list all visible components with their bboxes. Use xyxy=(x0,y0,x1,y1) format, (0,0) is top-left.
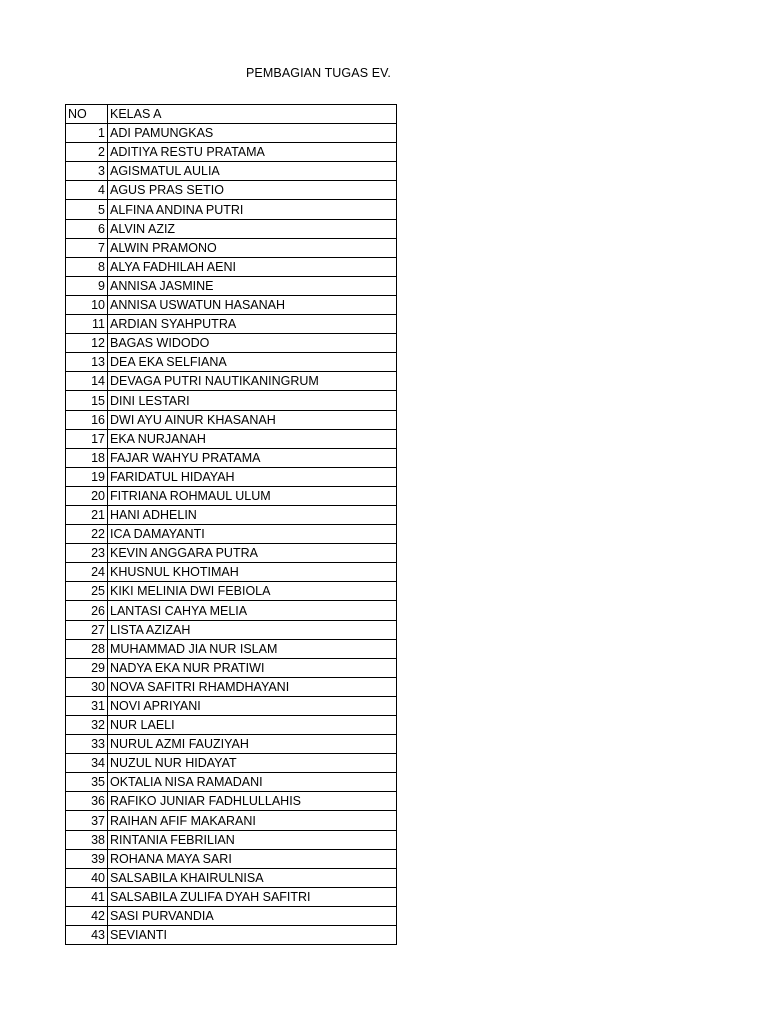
student-table xyxy=(65,104,397,945)
row-number-cell[interactable]: 33 xyxy=(66,735,108,754)
table-row xyxy=(66,486,397,505)
table-row xyxy=(66,792,397,811)
student-name-cell[interactable]: DWI AYU AINUR KHASANAH xyxy=(108,410,397,429)
header-no-cell[interactable]: NO xyxy=(66,105,108,124)
student-name-cell[interactable]: ALWIN PRAMONO xyxy=(108,238,397,257)
row-number-cell[interactable]: 1 xyxy=(66,124,108,143)
row-number-cell[interactable]: 41 xyxy=(66,887,108,906)
table-row xyxy=(66,315,397,334)
student-name-cell[interactable]: ANNISA USWATUN HASANAH xyxy=(108,295,397,314)
table-row xyxy=(66,505,397,524)
row-number-cell[interactable]: 14 xyxy=(66,372,108,391)
header-kelas-cell[interactable]: KELAS A xyxy=(108,105,397,124)
row-number-cell[interactable]: 26 xyxy=(66,601,108,620)
row-number-cell[interactable]: 37 xyxy=(66,811,108,830)
table-row xyxy=(66,391,397,410)
row-number-cell[interactable]: 16 xyxy=(66,410,108,429)
student-name-cell[interactable]: NOVA SAFITRI RHAMDHAYANI xyxy=(108,677,397,696)
table-row xyxy=(66,238,397,257)
row-number-cell[interactable]: 5 xyxy=(66,200,108,219)
student-name-cell[interactable]: NUZUL NUR HIDAYAT xyxy=(108,754,397,773)
row-number-cell[interactable]: 30 xyxy=(66,677,108,696)
table-row xyxy=(66,830,397,849)
row-number-cell[interactable]: 8 xyxy=(66,257,108,276)
table-row xyxy=(66,200,397,219)
row-number-cell[interactable]: 2 xyxy=(66,143,108,162)
student-name-cell[interactable]: BAGAS WIDODO xyxy=(108,334,397,353)
table-row xyxy=(66,926,397,945)
table-row xyxy=(66,295,397,314)
table-row xyxy=(66,124,397,143)
row-number-cell[interactable]: 15 xyxy=(66,391,108,410)
student-name-cell[interactable]: OKTALIA NISA RAMADANI xyxy=(108,773,397,792)
row-number-cell[interactable]: 9 xyxy=(66,276,108,295)
row-number-cell[interactable]: 21 xyxy=(66,505,108,524)
table-row xyxy=(66,906,397,925)
student-name-cell[interactable]: ADITIYA RESTU PRATAMA xyxy=(108,143,397,162)
table-row xyxy=(66,887,397,906)
row-number-cell[interactable]: 17 xyxy=(66,429,108,448)
row-number-cell[interactable]: 27 xyxy=(66,620,108,639)
row-number-cell[interactable]: 38 xyxy=(66,830,108,849)
student-name-cell[interactable]: ALFINA ANDINA PUTRI xyxy=(108,200,397,219)
student-name-cell[interactable]: NADYA EKA NUR PRATIWI xyxy=(108,658,397,677)
student-name-cell[interactable]: DINI LESTARI xyxy=(108,391,397,410)
student-name-cell[interactable]: NURUL AZMI FAUZIYAH xyxy=(108,735,397,754)
table-row xyxy=(66,716,397,735)
student-name-cell[interactable]: KHUSNUL KHOTIMAH xyxy=(108,563,397,582)
row-number-cell[interactable]: 34 xyxy=(66,754,108,773)
student-name-cell[interactable]: MUHAMMAD JIA NUR ISLAM xyxy=(108,639,397,658)
student-name-cell[interactable]: RAIHAN AFIF MAKARANI xyxy=(108,811,397,830)
student-name-cell[interactable]: RAFIKO JUNIAR FADHLULLAHIS xyxy=(108,792,397,811)
table-row xyxy=(66,563,397,582)
student-name-cell[interactable]: SALSABILA KHAIRULNISA xyxy=(108,868,397,887)
table-row xyxy=(66,334,397,353)
table-row xyxy=(66,181,397,200)
table-row xyxy=(66,353,397,372)
student-name-cell[interactable]: DEVAGA PUTRI NAUTIKANINGRUM xyxy=(108,372,397,391)
table-row xyxy=(66,868,397,887)
row-number-cell[interactable]: 19 xyxy=(66,467,108,486)
table-row xyxy=(66,677,397,696)
row-number-cell[interactable]: 4 xyxy=(66,181,108,200)
student-name-cell[interactable]: SALSABILA ZULIFA DYAH SAFITRI xyxy=(108,887,397,906)
student-name-cell[interactable]: SASI PURVANDIA xyxy=(108,906,397,925)
row-number-cell[interactable]: 25 xyxy=(66,582,108,601)
row-number-cell[interactable]: 32 xyxy=(66,716,108,735)
row-number-cell[interactable]: 7 xyxy=(66,238,108,257)
table-row xyxy=(66,525,397,544)
table-row xyxy=(66,658,397,677)
student-name-cell[interactable]: ALVIN AZIZ xyxy=(108,219,397,238)
student-name-cell[interactable]: KEVIN ANGGARA PUTRA xyxy=(108,544,397,563)
table-row xyxy=(66,276,397,295)
row-number-cell[interactable]: 35 xyxy=(66,773,108,792)
student-name-cell[interactable]: ADI PAMUNGKAS xyxy=(108,124,397,143)
row-number-cell[interactable]: 31 xyxy=(66,696,108,715)
page-title: PEMBAGIAN TUGAS EV. xyxy=(246,66,392,80)
row-number-cell[interactable]: 36 xyxy=(66,792,108,811)
row-number-cell[interactable]: 39 xyxy=(66,849,108,868)
table-row xyxy=(66,162,397,181)
table-row xyxy=(66,601,397,620)
row-number-cell[interactable]: 20 xyxy=(66,486,108,505)
table-row xyxy=(66,811,397,830)
student-name-cell[interactable]: FAJAR WAHYU PRATAMA xyxy=(108,448,397,467)
row-number-cell[interactable]: 40 xyxy=(66,868,108,887)
row-number-cell[interactable]: 18 xyxy=(66,448,108,467)
table-header-row xyxy=(66,105,397,124)
row-number-cell[interactable]: 10 xyxy=(66,295,108,314)
student-name-cell[interactable]: LANTASI CAHYA MELIA xyxy=(108,601,397,620)
student-name-cell[interactable]: ARDIAN SYAHPUTRA xyxy=(108,315,397,334)
student-name-cell[interactable]: HANI ADHELIN xyxy=(108,505,397,524)
row-number-cell[interactable]: 28 xyxy=(66,639,108,658)
student-name-cell[interactable]: LISTA AZIZAH xyxy=(108,620,397,639)
table-row xyxy=(66,735,397,754)
student-name-cell[interactable]: AGISMATUL AULIA xyxy=(108,162,397,181)
row-number-cell[interactable]: 12 xyxy=(66,334,108,353)
table-row xyxy=(66,849,397,868)
student-name-cell[interactable]: DEA EKA SELFIANA xyxy=(108,353,397,372)
student-name-cell[interactable]: NUR LAELI xyxy=(108,716,397,735)
table-body xyxy=(66,105,397,945)
table-row xyxy=(66,639,397,658)
student-name-cell[interactable]: FARIDATUL HIDAYAH xyxy=(108,467,397,486)
table-row xyxy=(66,429,397,448)
table-row xyxy=(66,582,397,601)
row-number-cell[interactable]: 11 xyxy=(66,315,108,334)
table-row xyxy=(66,544,397,563)
table-row xyxy=(66,448,397,467)
row-number-cell[interactable]: 6 xyxy=(66,219,108,238)
student-name-cell[interactable]: KIKI MELINIA DWI FEBIOLA xyxy=(108,582,397,601)
student-name-cell[interactable]: ROHANA MAYA SARI xyxy=(108,849,397,868)
row-number-cell[interactable]: 3 xyxy=(66,162,108,181)
table-row xyxy=(66,257,397,276)
table-row xyxy=(66,467,397,486)
table-row xyxy=(66,143,397,162)
row-number-cell[interactable]: 29 xyxy=(66,658,108,677)
row-number-cell[interactable]: 43 xyxy=(66,926,108,945)
table-row xyxy=(66,620,397,639)
table-row xyxy=(66,219,397,238)
student-name-cell[interactable]: NOVI APRIYANI xyxy=(108,696,397,715)
student-name-cell[interactable]: RINTANIA FEBRILIAN xyxy=(108,830,397,849)
student-name-cell[interactable]: AGUS PRAS SETIO xyxy=(108,181,397,200)
row-number-cell[interactable]: 13 xyxy=(66,353,108,372)
student-name-cell[interactable]: ANNISA JASMINE xyxy=(108,276,397,295)
student-name-cell[interactable]: FITRIANA ROHMAUL ULUM xyxy=(108,486,397,505)
table-row xyxy=(66,773,397,792)
row-number-cell[interactable]: 23 xyxy=(66,544,108,563)
table-row xyxy=(66,410,397,429)
row-number-cell[interactable]: 24 xyxy=(66,563,108,582)
student-name-cell[interactable]: SEVIANTI xyxy=(108,926,397,945)
table-row xyxy=(66,754,397,773)
student-name-cell[interactable]: ICA DAMAYANTI xyxy=(108,525,397,544)
table-row xyxy=(66,696,397,715)
row-number-cell[interactable]: 42 xyxy=(66,906,108,925)
table-row xyxy=(66,372,397,391)
student-name-cell[interactable]: EKA NURJANAH xyxy=(108,429,397,448)
row-number-cell[interactable]: 22 xyxy=(66,525,108,544)
student-name-cell[interactable]: ALYA FADHILAH AENI xyxy=(108,257,397,276)
